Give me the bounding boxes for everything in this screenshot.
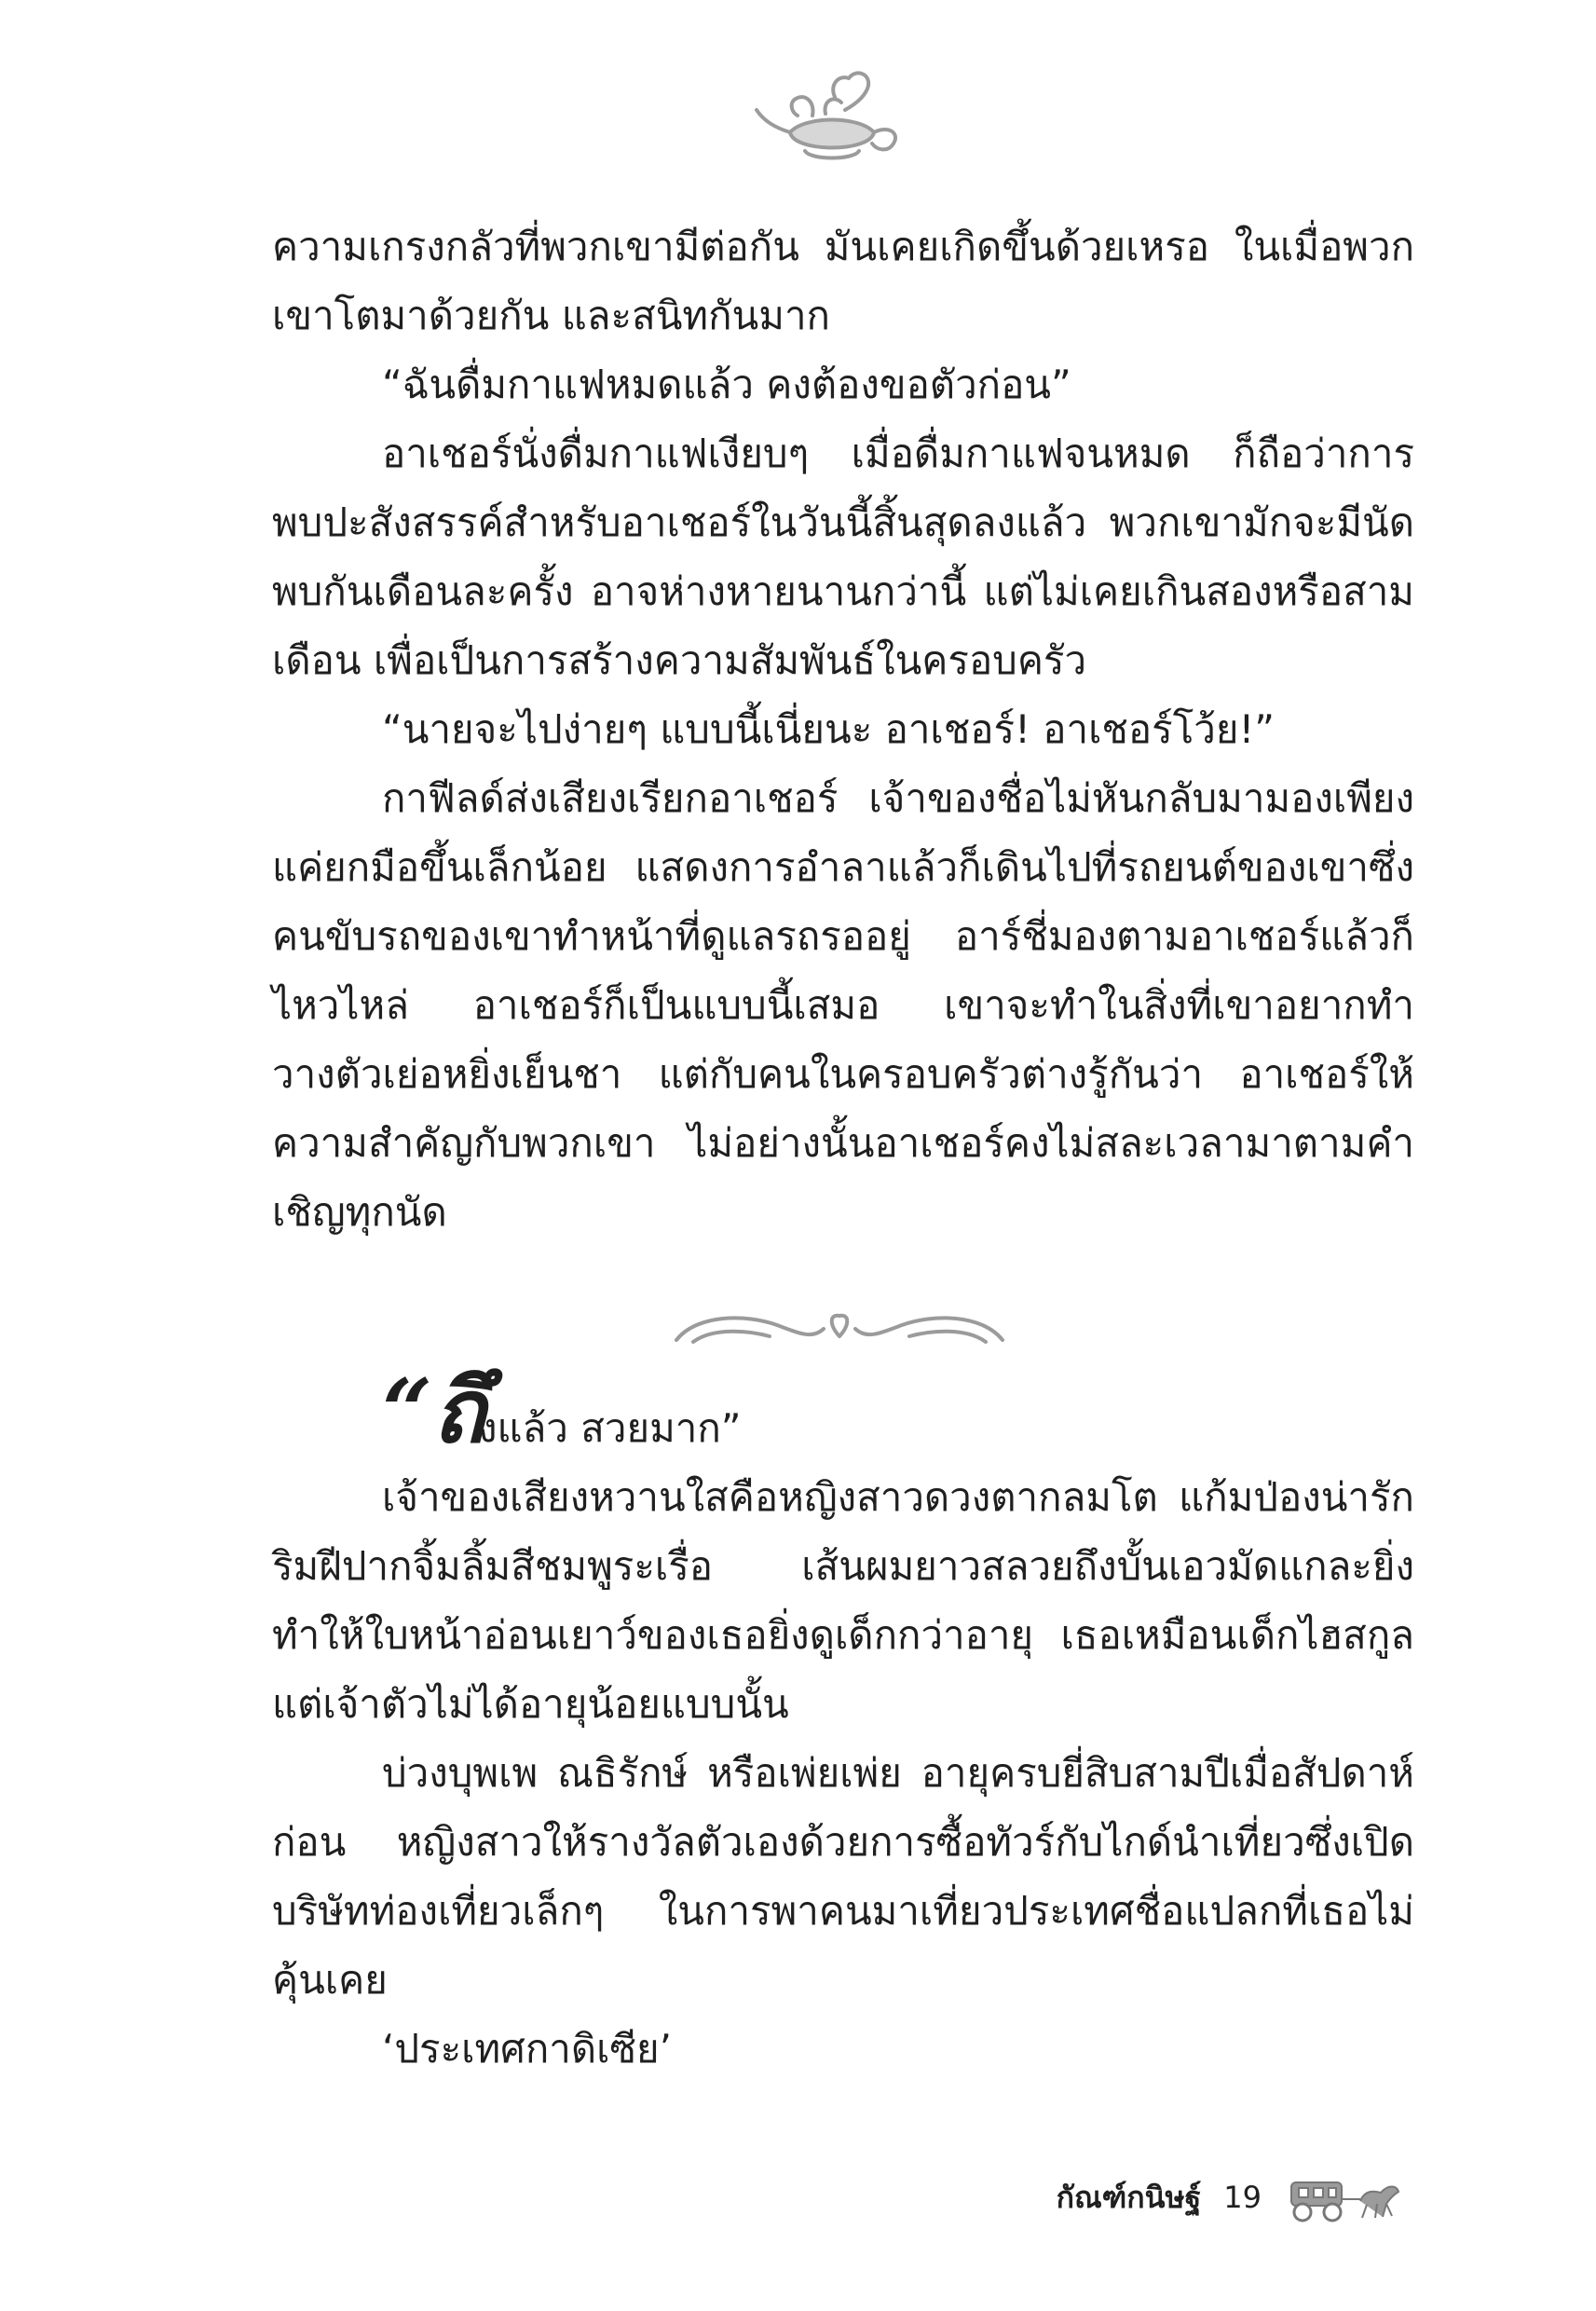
body-paragraph: ความเกรงกลัวที่พวกเขามีต่อกัน มันเคยเกิดขึ้นด้วยเหรอ ในเมื่อพวกเขาโตมาด้วยกัน และสนิทกันมาก [272,224,1414,338]
page-footer [1057,2169,1405,2225]
horse-carriage-icon [1284,2171,1405,2223]
opening-dialogue: งแล้ว สวยมาก” [477,1405,742,1451]
genie-lamp-heart-icon [753,56,911,177]
dialogue-paragraph: “นายจะไปง่ายๆ แบบนี้เนี่ยนะ อาเชอร์! อาเชอร์โว้ย!” [382,706,1275,752]
dialogue-paragraph: “ฉันดื่มกาแฟหมดแล้ว คงต้องขอตัวก่อน” [382,362,1071,407]
body-paragraph: กาฟีลด์ส่งเสียงเรียกอาเชอร์ เจ้าของชื่อไม่หันกลับมามองเพียงแค่ยกมือขึ้นเล็กน้อย แสดงการอำลาแล้วก็เดินไปที่รถยนต์ของเขาซึ่งคนขับรถของเขาทำหน้าที่ดูแลรถรออยู่ อาร์ชี่มองตามอาเชอร์แล้วก็ไหวไหล่ อาเชอร์ก็เป็นแบบนี้เสมอ เขาจะทำในสิ่งที่เขาอยากทำ วางตัวเย่อหยิ่งเย็นชา แต่กับคนในครอบครัวต่างรู้กันว่า อาเชอร์ให้ความสำคัญกับพวกเขา ไม่อย่างนั้นอาเชอร์คงไม่สละเวลามาตามคำเชิญทุกนัด [272,775,1414,1235]
body-paragraph: เจ้าของเสียงหวานใสคือหญิงสาวดวงตากลมโต แก้มป่องน่ารักริมฝีปากจิ้มลิ้มสีชมพูระเรื่อ เส้นผมยาวสลวยถึงบั้นเอวมัดแกละยิ่งทำให้ใบหน้าอ่อนเยาว์ของเธอยิ่งดูเด็กกว่าอายุ เธอเหมือนเด็กไฮสกูลแต่เจ้าตัวไม่ได้อายุน้อยแบบนั้น [272,1474,1414,1727]
chapter-opening-line [382,1361,742,1463]
book-title: กัณฑ์กนิษฐ์ [1056,2179,1202,2215]
body-paragraph: บ่วงบุพเพ ณธิรักษ์ หรือเพ่ยเพ่ย อายุครบยี่สิบสามปีเมื่อสัปดาห์ก่อน หญิงสาวให้รางวัลตัวเองด้วยการซื้อทัวร์กับไกด์นำเที่ยวซึ่งเปิดบริษัทท่องเที่ยวเล็กๆ ในการพาคนมาเที่ยวประเทศชื่อแปลกที่เธอไม่คุ้นเคย [272,1750,1414,2003]
top-text-block [272,212,1414,1247]
heart-swirl-divider [658,1295,1021,1361]
page-number: 19 [1223,2180,1262,2215]
thought-paragraph: ‘ประเทศกาดิเซีย’ [382,2026,672,2072]
bottom-text-block [272,1463,1414,2084]
drop-cap: “ถึ [382,1361,485,1463]
body-paragraph: อาเชอร์นั่งดื่มกาแฟเงียบๆ เมื่อดื่มกาแฟจนหมด ก็ถือว่าการพบปะสังสรรค์สำหรับอาเชอร์ในวันนี้สิ้นสุดลงแล้ว พวกเขามักจะมีนัดพบกันเดือนละครั้ง อาจห่างหายนานกว่านี้ แต่ไม่เคยเกินสองหรือสามเดือน เพื่อเป็นการสร้างความสัมพันธ์ในครอบครัว [272,431,1414,683]
